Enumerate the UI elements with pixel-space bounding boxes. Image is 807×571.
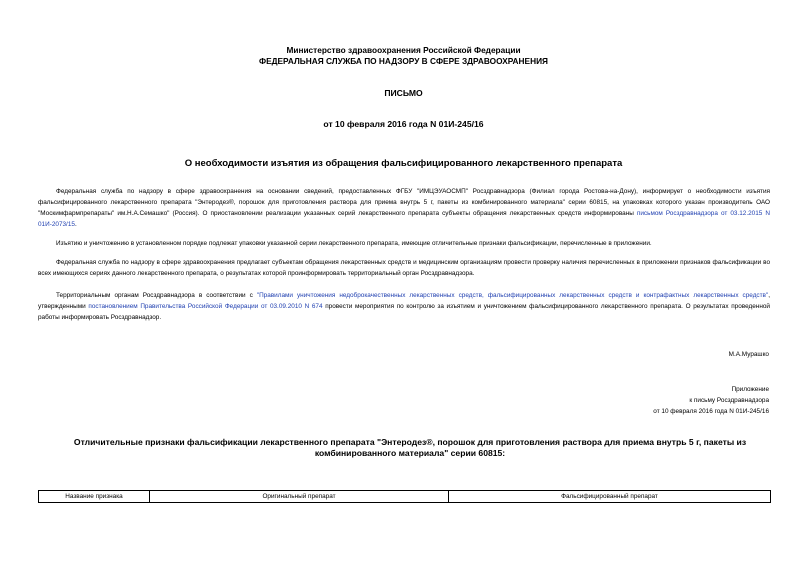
annex-line-2: к письму Росздравнадзора: [689, 397, 769, 404]
paragraph-1-end: .: [74, 221, 77, 228]
paragraph-4-text-b: , утвержденными: [38, 292, 770, 310]
paragraph-3: Федеральная служба по надзору в сфере здравоохранения предлагает субъектам обращения лекарственных средств и медицинским организациям провести проверку наличия перечисленных в приложении признаков фальсификации во всех имеющихся сериях данного лекарственного препарата, о результатах которой проинформировать территориальный орган Росздравнадзора.: [38, 259, 770, 277]
annex-line-1: Приложение: [731, 386, 769, 393]
column-header-feature: Название признака: [39, 491, 150, 503]
paragraph-1-text: Федеральная служба по надзору в сфере здравоохранения на основании сведений, предоставленных ФГБУ "ИМЦЭУАОСМП" Росздравнадзора (Филиал города Ростова-на-Дону), информирует о необходимости изъятия фальсифицированного лекарственного препарата "Энтеродез®, порошок для приготовления раствора для приема внутрь 5 г, пакеты из комбинированного материала" серии 60815, на упаковках которого указан производитель ОАО "Москимфармпрепараты" им.Н.А.Семашко" (Россия). О приостановлении реализации указанных серий лекарственного препарата субъекты обращения лекарственных средств информированы: [38, 188, 770, 217]
document-subject: О необходимости изъятия из обращения фальсифицированного лекарственного препарата: [184, 158, 623, 169]
features-table: [38, 490, 771, 503]
paragraph-4: [38, 290, 770, 323]
paragraph-1: [38, 186, 770, 230]
paragraph-4-text-c: провести мероприятия по контролю за изъятием и уничтожением фальсифицированного лекарственного препарата. О результатах проведенной работы информировать Росздравнадзор.: [38, 303, 770, 321]
rules-link[interactable]: "Правилами уничтожения недоброкачественных лекарственных средств, фальсифицированных лекарственных средств и контрафактных лекарственных средств": [256, 292, 769, 299]
column-header-original: Оригинальный препарат: [150, 491, 449, 503]
ministry-name: Министерство здравоохранения Российской Федерации: [286, 45, 521, 55]
service-name: ФЕДЕРАЛЬНАЯ СЛУЖБА ПО НАДЗОРУ В СФЕРЕ ЗДРАВООХРАНЕНИЯ: [259, 56, 548, 66]
annex-title: Отличительные признаки фальсификации лекарственного препарата "Энтеродез®, порошок для приготовления раствора для приема внутрь 5 г, пакеты из комбинированного материала" серии 60815:: [73, 437, 747, 458]
paragraph-2: Изъятию и уничтожению в установленном порядке подлежат упаковки указанной серии лекарственного препарата, имеющие отличительные признаки фальсификации, перечисленные в приложении.: [56, 240, 652, 247]
document-date: от 10 февраля 2016 года N 01И-245/16: [323, 119, 484, 129]
paragraph-4-text-a: Территориальным органам Росздравнадзора в соответствии с: [56, 292, 257, 299]
letter-link[interactable]: письмом Росздравнадзора от 03.12.2015 N 01И-2073/15: [38, 210, 770, 228]
column-header-falsified: Фальсифицированный препарат: [449, 491, 771, 503]
table-header-row: [39, 491, 771, 503]
annex-header: [653, 384, 769, 417]
signature: М.А.Мурашко: [728, 351, 769, 358]
document-type: ПИСЬМО: [384, 88, 423, 98]
annex-line-3: от 10 февраля 2016 года N 01И-245/16: [653, 408, 769, 415]
resolution-link[interactable]: постановлением Правительства Российской Федерации от 03.09.2010 N 674: [88, 303, 323, 310]
